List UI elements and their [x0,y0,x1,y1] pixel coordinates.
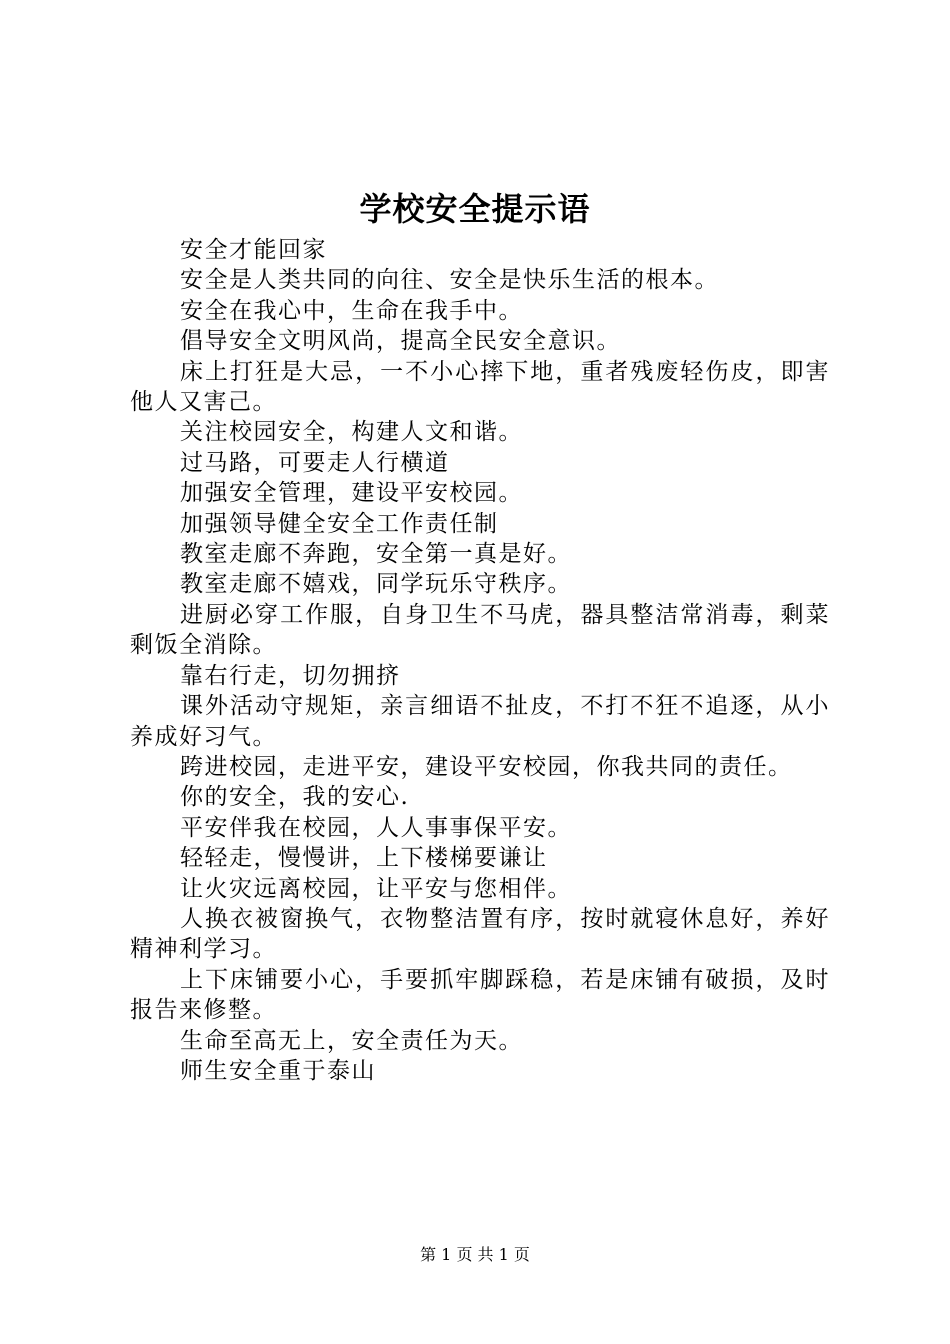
paragraph: 跨进校园，走进平安，建设平安校园，你我共同的责任。 [180,753,793,780]
paragraph: 安全是人类共同的向往、安全是快乐生活的根本。 [180,267,719,294]
paragraph: 让火灾远离校园，让平安与您相伴。 [180,875,572,902]
paragraph: 倡导安全文明风尚，提高全民安全意识。 [180,328,621,355]
paragraph: 平安伴我在校园，人人事事保平安。 [180,814,572,841]
page-footer: 第 1 页 共 1 页 [420,1245,530,1264]
document-title: 学校安全提示语 [359,190,591,228]
paragraph: 你的安全，我的安心. [180,784,410,811]
paragraph: 靠右行走，切勿拥挤 [180,662,401,689]
paragraph: 上下床铺要小心，手要抓牢脚踩稳，若是床铺有破损，及时报告来修整。 [130,966,830,1024]
paragraph: 关注校园安全，构建人文和谐。 [180,419,523,446]
paragraph: 轻轻走，慢慢讲，上下楼梯要谦让 [180,845,548,872]
paragraph: 安全在我心中，生命在我手中。 [180,297,523,324]
paragraph: 教室走廊不嬉戏，同学玩乐守秩序。 [180,571,572,598]
paragraph: 过马路，可要走人行横道 [180,449,450,476]
document-body [130,235,830,1086]
paragraph: 教室走廊不奔跑，安全第一真是好。 [180,541,572,568]
paragraph: 加强领导健全安全工作责任制 [180,510,499,537]
paragraph: 进厨必穿工作服，自身卫生不马虎，器具整洁常消毒，剩菜剩饭全消除。 [130,601,830,659]
paragraph: 生命至高无上，安全责任为天。 [180,1027,523,1054]
paragraph: 床上打狂是大忌，一不小心摔下地，重者残废轻伤皮，即害他人又害己。 [130,358,830,416]
paragraph: 人换衣被窗换气，衣物整洁置有序，按时就寝休息好，养好精神利学习。 [130,905,830,963]
paragraph: 加强安全管理，建设平安校园。 [180,480,523,507]
paragraph: 师生安全重于泰山 [180,1057,376,1084]
paragraph: 课外活动守规矩，亲言细语不扯皮，不打不狂不追逐，从小养成好习气。 [130,693,830,750]
paragraph: 安全才能回家 [180,237,327,263]
